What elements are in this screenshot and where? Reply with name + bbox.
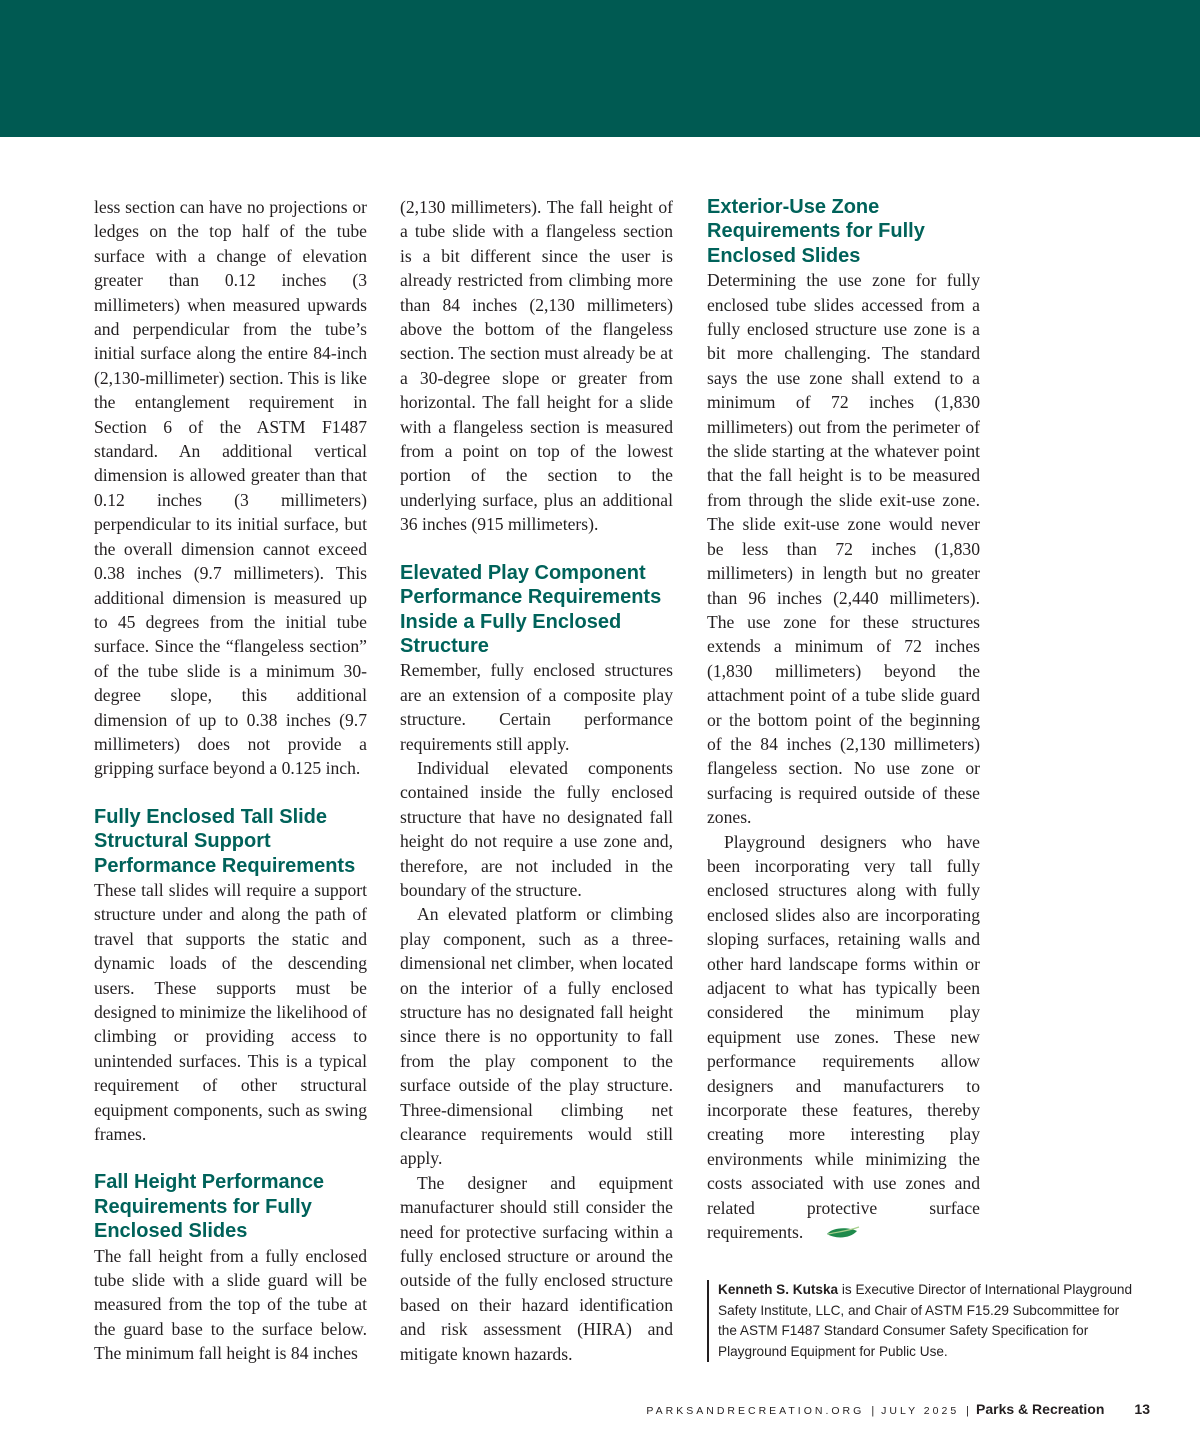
author-name: Kenneth S. Kutska [718,1282,839,1297]
section-heading-tall-slide-support: Fully Enclosed Tall Slide Structural Support Performance Requirements [94,805,356,877]
header-band [0,0,1200,137]
body-paragraph: less section can have no projections or ledges on the top half of the tube surface with a change of elevation greater than 0.12 inches (3 millimeters) when measured upwards and perpendicular from the tube’s initial surface along the entire 84-inch (2,130-millimeter) section. This is like the entanglement requirement in Section 6 of the ASTM F1487 standard. An additional vertical dimension is allowed greater than that 0.12 inches (3 millimeters) perpendicular to its initial surface, but the overall dimension cannot exceed 0.38 inches (9.7 millimeters). This additional dimension is measured up to 45 degrees from the initial tube surface. Since the “flangeless section” of the tube slide is a minimum 30-degree slope, this additional dimension of up to 0.38 inches (9.7 millimeters) does not provide a gripping surface beyond a 0.125 inch. [94,197,367,779]
body-paragraph: (2,130 millimeters). The fall height of a tube slide with a flangeless section is a bit different since the user is already restricted from climbing more than 84 inches (2,130 millimeters) above the bottom of the flangeless section. The section must already be at a 30-degree slope or greater from horizontal. The fall height for a slide with a flangeless section is measured from a point on top of the lowest portion of the section to the underlying surface, plus an additional 36 inches (915 millimeters). [400,197,673,535]
body-paragraph: Individual elevated components contained inside the fully enclosed structure that have no designated fall height do not require a use zone and, therefore, are not included in the boundary of the structure. [400,757,673,900]
body-paragraph: Remember, fully enclosed structures are an extension of a composite play structure. Certain performance requirements still apply. [400,660,673,754]
page-footer [646,1401,1150,1417]
footer-separator: | [871,1405,875,1417]
footer-magazine-title: Parks & Recreation [976,1401,1105,1417]
leaf-icon [809,1222,843,1236]
column-3 [707,195,980,1244]
body-paragraph: Determining the use zone for fully enclosed tube slides accessed from a fully enclosed structure use zone is a bit more challenging. The standard says the use zone shall extend to a minimum of 72 inches (1,830 millimeters) out from the perimeter of the slide starting at the whatever point that the fall height is to be measured from through the slide exit-use zone. The slide exit-use zone would never be less than 72 inches (1,830 millimeters) in length but no greater than 96 inches (2,440 millimeters). The use zone for these structures extends a minimum of 72 inches (1,830 millimeters) beyond the attachment point of a tube slide guard or the bottom point of the beginning of the 84 inches (2,130 millimeters) flangeless section. No use zone or surfacing is required outside of these zones. [707,270,980,828]
page-number: 13 [1134,1401,1150,1417]
footer-website: PARKSANDRECREATION.ORG [646,1405,865,1417]
section-heading-elevated-play: Elevated Play Component Performance Requirements Inside a Fully Enclosed Structure [400,561,662,657]
column-1 [94,195,367,1366]
footer-date: JULY 2025 [881,1405,960,1417]
body-paragraph: The fall height from a fully enclosed tube slide with a slide guard will be measured from the top of the tube at the guard base to the surface below. The minimum fall height is 84 inches [94,1245,367,1364]
body-paragraph-final [707,830,980,1245]
author-bio [707,1280,1138,1362]
body-paragraph: An elevated platform or climbing play component, such as a three-dimensional net climber, when located on the interior of a fully enclosed structure has no designated fall height since there is no opportunity to fall from the play component to the surface outside of the play structure. Three-dimensional climbing net clearance requirements would still apply. [400,904,673,1169]
final-paragraph-text: Playground designers who have been incorporating very tall fully enclosed structures along with fully enclosed slides also are incorporating sloping surfaces, retaining walls and other hard landscape forms within or adjacent to what has typically been considered the minimum play equipment use zones. These new performance requirements allow designers and manufacturers to incorporate these features, thereby creating more interesting play environments while minimizing the costs associated with use zones and related protective surface requirements. [707,831,980,1243]
section-heading-fall-height: Fall Height Performance Requirements for Fully Enclosed Slides [94,1171,325,1243]
column-2 [400,195,673,1366]
author-bio-text: is Executive Director of International Playground Safety Institute, LLC, and Chair of ASTM F15.29 Subcommittee for the ASTM F1487 Standard Consumer Safety Specification for Playground Equipment for Public Use. [718,1282,1133,1359]
body-paragraph: These tall slides will require a support structure under and along the path of travel that supports the static and dynamic loads of the descending users. These supports must be designed to minimize the likelihood of climbing or providing access to unintended surfaces. This is a typical requirement of other structural equipment components, such as swing frames. [94,879,367,1145]
footer-separator: | [966,1405,970,1417]
body-paragraph: The designer and equipment manufacturer should still consider the need for protective surfacing within a fully enclosed structure or around the outside of the fully enclosed structure based on their hazard identification and risk assessment (HIRA) and mitigate known hazards. [400,1172,673,1364]
section-heading-exterior-use-zone: Exterior-Use Zone Requirements for Fully Enclosed Slides [707,196,925,267]
